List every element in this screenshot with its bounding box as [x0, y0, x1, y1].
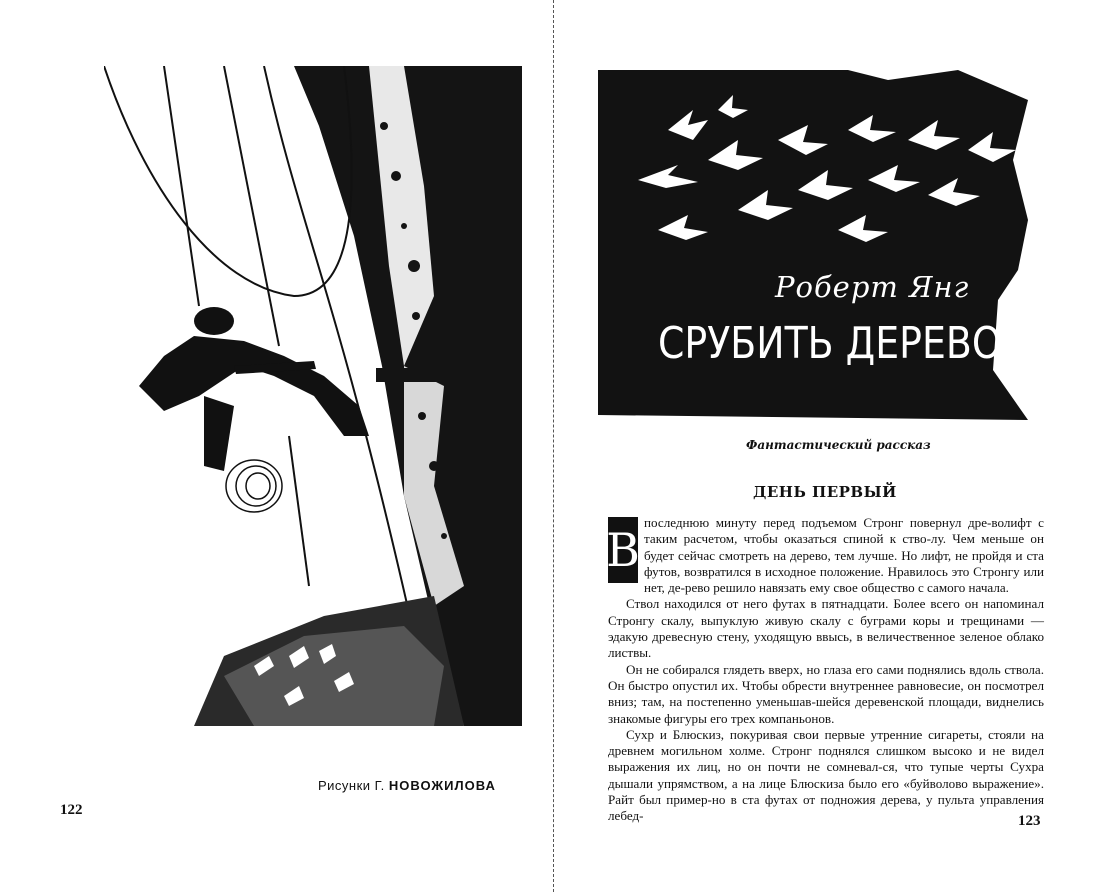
page-number-left: 122	[60, 802, 83, 818]
credit-prefix: Рисунки Г.	[318, 778, 385, 793]
story-body	[608, 515, 1044, 825]
illustration-climber	[104, 66, 522, 726]
paragraph: Он не собирался глядеть вверх, но глаза его сами поднялись вдоль ствола. Он быстро опустил их. Чтобы обрести внутреннее равновесие, он посмотрел вниз; там, на постепенно уменьшав-шейся деревенской площади, виднелись знакомые фигуры его трех компаньонов.	[608, 661, 1044, 726]
paragraph-text: последнюю минуту перед подъемом Стронг повернул дре-волифт с таким расчетом, чтобы оказаться спиной к ство-лу. Чем меньше он будет сейчас смотреть на дерево, тем лучше. Но лифт, не пройдя и ста футов, возвратился в исходное положение. Нравилось это Стронгу или нет, де-рево решило навязать ему свое общество с самого начала.	[644, 515, 1044, 596]
author-name: Роберт Янг	[775, 270, 970, 304]
chapter-heading: ДЕНЬ ПЕРВЫЙ	[753, 483, 897, 501]
illustration-credit	[318, 778, 496, 793]
credit-name: НОВОЖИЛОВА	[388, 778, 496, 793]
genre-subtitle: Фантастический рассказ	[746, 438, 931, 452]
drop-cap: В	[608, 517, 638, 583]
paragraph	[608, 515, 1044, 596]
story-title: СРУБИТЬ ДЕРЕВО	[658, 318, 1002, 369]
page-spine-divider	[553, 0, 554, 892]
page-number-right: 123	[1018, 813, 1041, 829]
paragraph: Ствол находился от него футах в пятнадцати. Более всего он напоминал Стронгу скалу, выпуклую живую скалу с буграми коры и трещинами — эдакую древесную стену, уходящую ввысь, в величественное зеленое облако листвы.	[608, 596, 1044, 661]
paragraph: Сухр и Блюскиз, покуривая свои первые утренние сигареты, стояли на древнем могильном холме. Стронг поднялся слишком высоко и не видел выражения их лиц, но он почти не сомневал-ся, что тупые черты Сухра дышали упрямством, а на лице Блюскиза было его «буйволово выражение». Райт был пример-но в ста футах от подножия дерева, у пульта управления лебед-	[608, 726, 1044, 824]
